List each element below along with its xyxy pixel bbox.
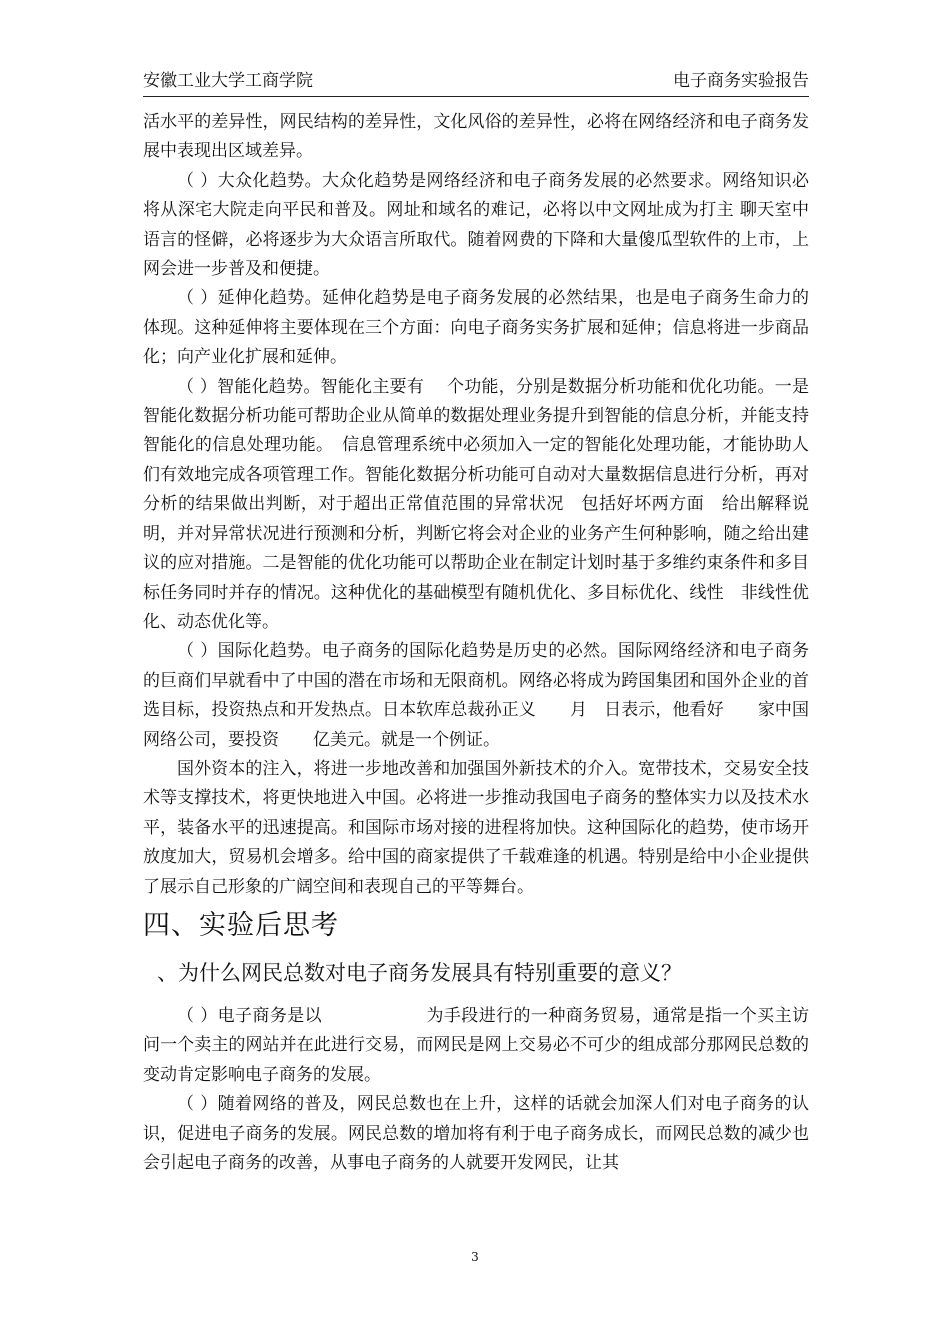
header-school-name: 安徽工业大学工商学院 <box>143 71 313 91</box>
section-heading: 四、实验后思考 <box>143 909 339 941</box>
body-paragraph: （ ）智能化趋势。智能化主要有 个功能，分别是数据分析功能和优化功能。一是智能化数据分析功能可帮助企业从简单的数据处理业务提升到智能的信息分析，并能支持智能化的信息处理功能。 信息管理系统中必须加入一定的智能化处理功能，才能协助人们有效地完成各项管理工作。智能化数据分析功能可自动对大量数据信息进行分析，再对分析的结果做出判断，对于超出正常值范围的异常状况 包括好坏两方面 给出解释说明，并对异常状况进行预测和分析，判断它将会对企业的业务产生何种影响，随之给出建议的应对措施。二是智能的优化功能可以帮助企业在制定计划时基于多维约束条件和多目标任务同时并存的情况。这种优化的基础模型有随机优化、多目标优化、线性 非线性优化、动态优化等。 <box>143 376 809 632</box>
answer-paragraph: （ ）随着网络的普及，网民总数也在上升，这样的话就会加深人们对电子商务的认识，促进电子商务的发展。网民总数的增加将有利于电子商务成长，而网民总数的减少也会引起电子商务的改善，从事电子商务的人就要开发网民，让其 <box>143 1094 809 1173</box>
body-paragraph: （ ）大众化趋势。大众化趋势是网络经济和电子商务发展的必然要求。网络知识必将从深宅大院走向平民和普及。网址和域名的难记，必将以中文网址成为打主 聊天室中语言的怪僻，必将逐步为大众语言所取代。随着网费的下降和大量傻瓜型软件的上市，上网会进一步普及和便捷。 <box>143 170 809 280</box>
body-paragraph: 活水平的差异性，网民结构的差异性，文化风俗的差异性，必将在网络经济和电子商务发展中表现出区域差异。 <box>143 112 809 162</box>
page-body <box>143 108 809 1178</box>
header-report-title: 电子商务实验报告 <box>673 71 809 91</box>
body-paragraph: （ ）国际化趋势。电子商务的国际化趋势是历史的必然。国际网络经济和电子商务的巨商们早就看中了中国的潜在市场和无限商机。网络必将成为跨国集团和国外企业的首选目标，投资热点和开发热点。日本软库总裁孙正义 月 日表示，他看好 家中国网络公司，要投资 亿美元。就是一个例证。 <box>143 641 809 750</box>
body-paragraph: 国外资本的注入，将进一步地改善和加强国外新技术的介入。宽带技术，交易安全技术等支撑技术，将更快地进入中国。必将进一步推动我国电子商务的整体实力以及技术水平，装备水平的迅速提高。和国际市场对接的进程将加快。这种国际化的趋势，使市场开放度加大，贸易机会增多。给中国的商家提供了千载难逢的机遇。特别是给中小企业提供了展示自己形象的广阔空间和表现自己的平等舞台。 <box>143 758 809 897</box>
page-number: 3 <box>471 1250 479 1264</box>
body-paragraph: （ ）延伸化趋势。延伸化趋势是电子商务发展的必然结果，也是电子商务生命力的体现。这种延伸将主要体现在三个方面：向电子商务实务扩展和延伸；信息将进一步商品化；向产业化扩展和延伸。 <box>143 288 809 368</box>
page-header <box>143 64 809 97</box>
question-heading: 、为什么网民总数对电子商务发展具有特别重要的意义？ <box>157 960 682 985</box>
answer-paragraph: （ ）电子商务是以 为手段进行的一种商务贸易，通常是指一个买主访问一个卖主的网站并在此进行交易，而网民是网上交易必不可少的组成部分那网民总数的变动肯定影响电子商务的发展。 <box>143 1005 809 1085</box>
